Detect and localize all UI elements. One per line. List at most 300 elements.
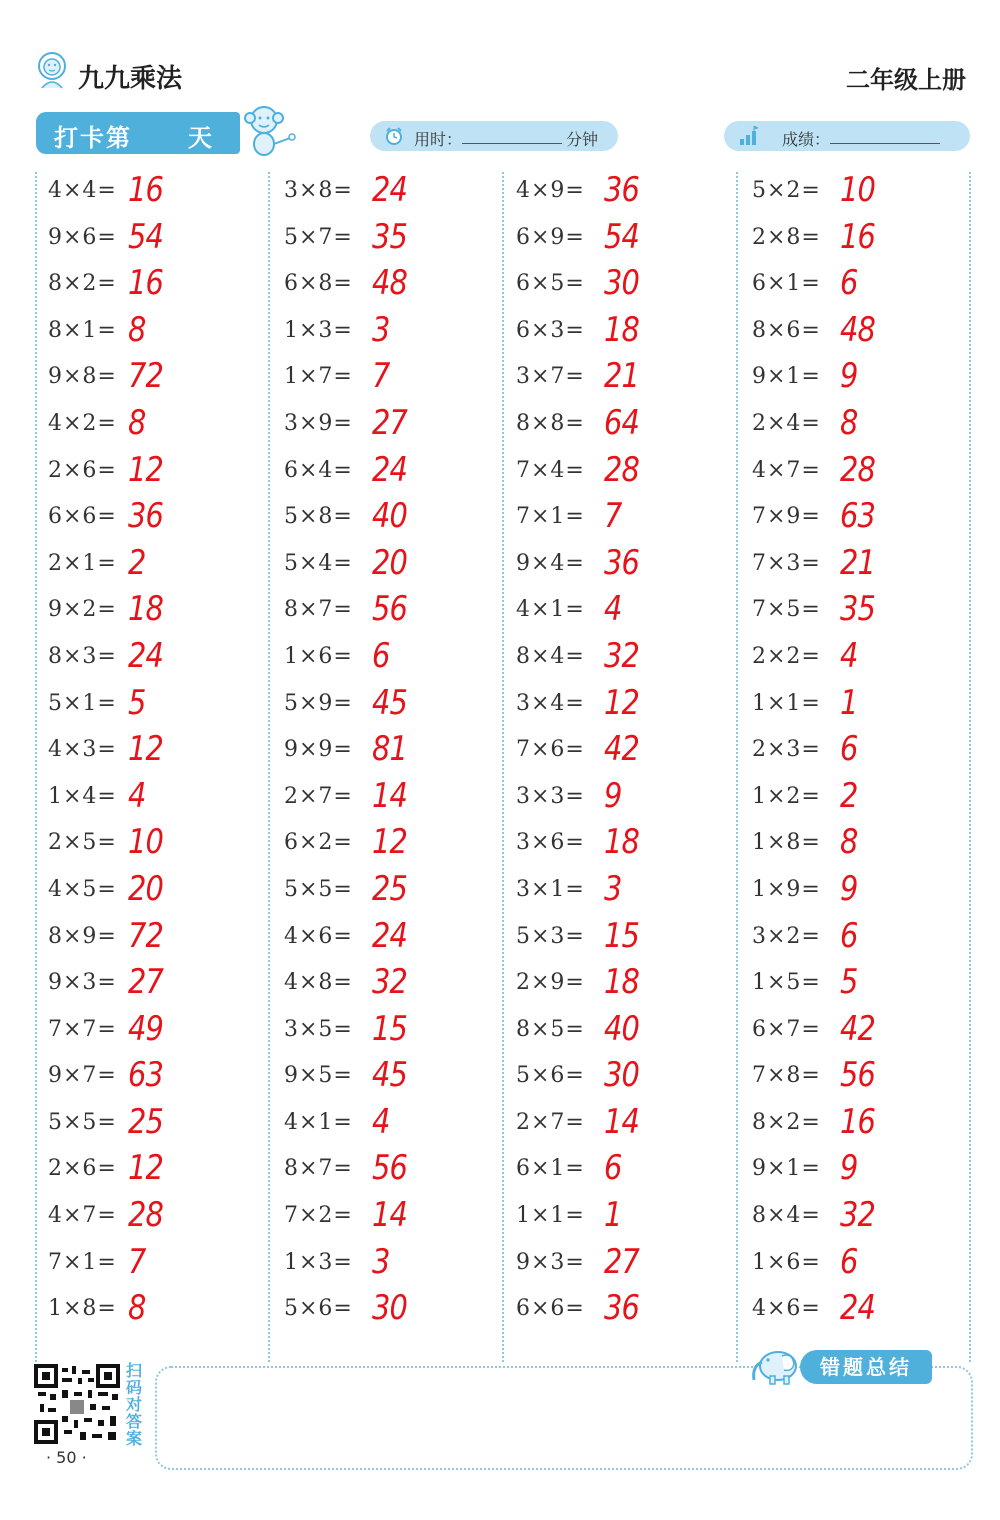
handwritten-answer[interactable]: 8 xyxy=(840,402,858,443)
problem-row xyxy=(284,729,504,776)
problem-row xyxy=(752,543,972,590)
problem-equation: 9×3= xyxy=(516,1249,585,1275)
problem-column-3 xyxy=(516,170,736,1335)
handwritten-answer[interactable]: 63 xyxy=(128,1055,164,1096)
problem-row xyxy=(752,1055,972,1102)
handwritten-answer[interactable]: 35 xyxy=(372,216,408,257)
problem-equation: 1×9= xyxy=(752,876,821,902)
handwritten-answer[interactable]: 72 xyxy=(128,356,164,397)
problem-row xyxy=(752,822,972,869)
handwritten-answer[interactable]: 3 xyxy=(372,1241,390,1282)
handwritten-answer[interactable]: 12 xyxy=(128,449,164,490)
problem-equation: 9×4= xyxy=(516,550,585,576)
problem-equation: 1×8= xyxy=(48,1296,117,1322)
handwritten-answer[interactable]: 27 xyxy=(604,1241,640,1282)
handwritten-answer[interactable]: 14 xyxy=(604,1101,640,1142)
problem-row xyxy=(284,263,504,310)
problem-equation: 6×1= xyxy=(752,271,821,297)
problem-row xyxy=(284,403,504,450)
page-number: · 50 · xyxy=(46,1448,87,1467)
handwritten-answer[interactable]: 5 xyxy=(128,682,146,723)
handwritten-answer[interactable]: 42 xyxy=(840,1008,876,1049)
problem-row xyxy=(48,1195,268,1242)
problem-equation: 5×5= xyxy=(48,1109,117,1135)
handwritten-answer[interactable]: 63 xyxy=(840,496,876,537)
problem-equation: 1×3= xyxy=(284,317,353,343)
handwritten-answer[interactable]: 15 xyxy=(604,915,640,956)
handwritten-answer[interactable]: 54 xyxy=(604,216,640,257)
handwritten-answer[interactable]: 45 xyxy=(372,1055,408,1096)
time-label: 用时： xyxy=(414,130,463,149)
problem-row xyxy=(516,869,736,916)
problem-row xyxy=(516,1195,736,1242)
handwritten-answer[interactable]: 10 xyxy=(840,170,876,210)
score-blank[interactable] xyxy=(830,143,940,144)
time-blank[interactable] xyxy=(462,143,562,144)
problem-equation: 5×7= xyxy=(284,224,353,250)
problem-row xyxy=(752,356,972,403)
problem-row xyxy=(516,403,736,450)
handwritten-answer[interactable]: 12 xyxy=(372,822,408,863)
problem-row xyxy=(48,869,268,916)
problem-equation: 5×5= xyxy=(284,876,353,902)
problem-equation: 9×5= xyxy=(284,1063,353,1089)
handwritten-answer[interactable]: 30 xyxy=(372,1288,408,1329)
problem-equation: 6×2= xyxy=(284,830,353,856)
mistakes-summary-label: 错题总结 xyxy=(800,1350,932,1384)
handwritten-answer[interactable]: 36 xyxy=(604,542,640,583)
problem-column-2 xyxy=(284,170,504,1335)
handwritten-answer[interactable]: 24 xyxy=(128,635,164,676)
handwritten-answer[interactable]: 4 xyxy=(604,589,622,630)
problem-row xyxy=(752,869,972,916)
problem-equation: 9×9= xyxy=(284,737,353,763)
problem-equation: 5×6= xyxy=(284,1296,353,1322)
problem-row xyxy=(284,310,504,357)
problem-row xyxy=(284,822,504,869)
alarm-clock-icon xyxy=(384,126,404,146)
handwritten-answer[interactable]: 1 xyxy=(840,682,858,723)
handwritten-answer[interactable]: 27 xyxy=(128,962,164,1003)
lion-logo-icon xyxy=(34,50,70,90)
problem-equation: 6×1= xyxy=(516,1156,585,1182)
handwritten-answer[interactable]: 28 xyxy=(604,449,640,490)
handwritten-answer[interactable]: 16 xyxy=(128,170,164,210)
column-divider xyxy=(268,172,270,1362)
problem-row xyxy=(516,496,736,543)
handwritten-answer[interactable]: 24 xyxy=(372,449,408,490)
handwritten-answer[interactable]: 49 xyxy=(128,1008,164,1049)
problem-column-4 xyxy=(752,170,972,1335)
problem-equation: 4×2= xyxy=(48,410,117,436)
problem-row xyxy=(48,916,268,963)
problem-row xyxy=(284,869,504,916)
problem-row xyxy=(516,962,736,1009)
problem-row xyxy=(516,450,736,497)
problem-equation: 8×4= xyxy=(752,1203,821,1229)
handwritten-answer[interactable]: 27 xyxy=(372,402,408,443)
handwritten-answer[interactable]: 42 xyxy=(604,729,640,770)
handwritten-answer[interactable]: 12 xyxy=(128,1148,164,1189)
problem-row xyxy=(752,1288,972,1335)
problem-row xyxy=(284,543,504,590)
handwritten-answer[interactable]: 3 xyxy=(372,309,390,350)
problem-row xyxy=(48,1055,268,1102)
handwritten-answer[interactable]: 6 xyxy=(840,729,858,770)
problem-equation: 4×1= xyxy=(284,1109,353,1135)
handwritten-answer[interactable]: 8 xyxy=(128,1288,146,1329)
problem-row xyxy=(516,170,736,217)
handwritten-answer[interactable]: 54 xyxy=(128,216,164,257)
problem-row xyxy=(516,683,736,730)
handwritten-answer[interactable]: 64 xyxy=(604,402,640,443)
problem-row xyxy=(752,170,972,217)
handwritten-answer[interactable]: 72 xyxy=(128,915,164,956)
problem-equation: 7×1= xyxy=(516,504,585,530)
problem-equation: 1×8= xyxy=(752,830,821,856)
problem-equation: 8×2= xyxy=(752,1109,821,1135)
problem-row xyxy=(48,776,268,823)
problem-equation: 5×8= xyxy=(284,504,353,530)
handwritten-answer[interactable]: 21 xyxy=(840,542,876,583)
handwritten-answer[interactable]: 3 xyxy=(604,868,622,909)
handwritten-answer[interactable]: 28 xyxy=(128,1195,164,1236)
handwritten-answer[interactable]: 24 xyxy=(372,915,408,956)
handwritten-answer[interactable]: 18 xyxy=(604,962,640,1003)
handwritten-answer[interactable]: 10 xyxy=(128,822,164,863)
handwritten-answer[interactable]: 35 xyxy=(840,589,876,630)
handwritten-answer[interactable]: 7 xyxy=(372,356,390,397)
problem-equation: 7×1= xyxy=(48,1249,117,1275)
problem-row xyxy=(284,217,504,264)
problem-equation: 8×5= xyxy=(516,1016,585,1042)
handwritten-answer[interactable]: 7 xyxy=(128,1241,146,1282)
problem-equation: 8×2= xyxy=(48,271,117,297)
column-divider xyxy=(736,172,738,1362)
problem-equation: 9×2= xyxy=(48,597,117,623)
problem-equation: 5×4= xyxy=(284,550,353,576)
problem-row xyxy=(48,310,268,357)
problem-row xyxy=(752,1195,972,1242)
problem-equation: 8×9= xyxy=(48,923,117,949)
problem-row xyxy=(284,450,504,497)
handwritten-answer[interactable]: 6 xyxy=(840,263,858,304)
problem-row xyxy=(752,589,972,636)
handwritten-answer[interactable]: 21 xyxy=(604,356,640,397)
problem-row xyxy=(752,1148,972,1195)
handwritten-answer[interactable]: 4 xyxy=(840,635,858,676)
handwritten-answer[interactable]: 8 xyxy=(128,309,146,350)
problem-equation: 5×2= xyxy=(752,178,821,203)
problem-equation: 9×1= xyxy=(752,364,821,390)
handwritten-answer[interactable]: 32 xyxy=(840,1195,876,1236)
problem-row xyxy=(284,170,504,217)
problem-equation: 8×6= xyxy=(752,317,821,343)
problem-row xyxy=(48,403,268,450)
problem-equation: 7×4= xyxy=(516,457,585,483)
problem-equation: 5×1= xyxy=(48,690,117,716)
handwritten-answer[interactable]: 36 xyxy=(604,170,640,210)
problem-equation: 7×3= xyxy=(752,550,821,576)
problem-row xyxy=(284,1102,504,1149)
handwritten-answer[interactable]: 16 xyxy=(840,216,876,257)
problem-equation: 1×2= xyxy=(752,783,821,809)
handwritten-answer[interactable]: 18 xyxy=(604,822,640,863)
handwritten-answer[interactable]: 48 xyxy=(840,309,876,350)
problem-row xyxy=(516,729,736,776)
problem-equation: 1×1= xyxy=(516,1203,585,1229)
elephant-mascot-icon xyxy=(748,1344,802,1386)
handwritten-answer[interactable]: 18 xyxy=(128,589,164,630)
problem-row xyxy=(284,1195,504,1242)
problem-row xyxy=(752,263,972,310)
handwritten-answer[interactable]: 1 xyxy=(604,1195,622,1236)
handwritten-answer[interactable]: 9 xyxy=(840,1148,858,1189)
handwritten-answer[interactable]: 5 xyxy=(840,962,858,1003)
grade-label: 二年级上册 xyxy=(846,66,966,94)
problem-row xyxy=(752,496,972,543)
problem-equation: 3×9= xyxy=(284,410,353,436)
problem-equation: 8×3= xyxy=(48,643,117,669)
handwritten-answer[interactable]: 30 xyxy=(604,1055,640,1096)
problem-equation: 3×8= xyxy=(284,178,353,203)
handwritten-answer[interactable]: 7 xyxy=(604,496,622,537)
problem-row xyxy=(516,543,736,590)
problem-row xyxy=(516,916,736,963)
handwritten-answer[interactable]: 12 xyxy=(604,682,640,723)
problem-equation: 4×9= xyxy=(516,178,585,203)
handwritten-answer[interactable]: 2 xyxy=(128,542,146,583)
problem-equation: 4×6= xyxy=(752,1296,821,1322)
problem-equation: 2×6= xyxy=(48,457,117,483)
problem-equation: 1×4= xyxy=(48,783,117,809)
problem-row xyxy=(516,1055,736,1102)
problem-equation: 9×3= xyxy=(48,970,117,996)
problem-row xyxy=(48,1009,268,1056)
handwritten-answer[interactable]: 30 xyxy=(604,263,640,304)
problem-row xyxy=(48,636,268,683)
problem-equation: 9×6= xyxy=(48,224,117,250)
handwritten-answer[interactable]: 56 xyxy=(372,1148,408,1189)
problem-equation: 3×3= xyxy=(516,783,585,809)
problem-row xyxy=(48,263,268,310)
problem-equation: 1×5= xyxy=(752,970,821,996)
problem-equation: 8×7= xyxy=(284,597,353,623)
score-label: 成绩： xyxy=(782,130,831,149)
problem-equation: 4×7= xyxy=(752,457,821,483)
handwritten-answer[interactable]: 32 xyxy=(604,635,640,676)
handwritten-answer[interactable]: 24 xyxy=(372,170,408,210)
problem-equation: 4×4= xyxy=(48,178,117,203)
handwritten-answer[interactable]: 9 xyxy=(840,868,858,909)
handwritten-answer[interactable]: 8 xyxy=(128,402,146,443)
problem-row xyxy=(516,217,736,264)
problem-equation: 1×1= xyxy=(752,690,821,716)
problem-equation: 1×3= xyxy=(284,1249,353,1275)
problem-equation: 3×5= xyxy=(284,1016,353,1042)
problem-equation: 7×2= xyxy=(284,1203,353,1229)
problem-equation: 6×6= xyxy=(48,504,117,530)
handwritten-answer[interactable]: 20 xyxy=(128,868,164,909)
problem-row xyxy=(516,1242,736,1289)
problem-row xyxy=(516,636,736,683)
handwritten-answer[interactable]: 56 xyxy=(840,1055,876,1096)
handwritten-answer[interactable]: 9 xyxy=(604,775,622,816)
handwritten-answer[interactable]: 14 xyxy=(372,1195,408,1236)
handwritten-answer[interactable]: 6 xyxy=(372,635,390,676)
problem-equation: 1×7= xyxy=(284,364,353,390)
problem-row xyxy=(752,636,972,683)
problem-equation: 7×5= xyxy=(752,597,821,623)
problem-equation: 6×5= xyxy=(516,271,585,297)
problem-equation: 3×1= xyxy=(516,876,585,902)
problem-equation: 5×3= xyxy=(516,923,585,949)
problem-equation: 2×7= xyxy=(516,1109,585,1135)
problem-row xyxy=(284,962,504,1009)
problem-row xyxy=(48,1148,268,1195)
handwritten-answer[interactable]: 40 xyxy=(372,496,408,537)
problem-row xyxy=(752,403,972,450)
problem-equation: 9×8= xyxy=(48,364,117,390)
handwritten-answer[interactable]: 25 xyxy=(128,1101,164,1142)
problem-row xyxy=(284,496,504,543)
problem-row xyxy=(752,683,972,730)
handwritten-answer[interactable]: 28 xyxy=(840,449,876,490)
problem-equation: 6×4= xyxy=(284,457,353,483)
problem-row xyxy=(284,916,504,963)
problem-equation: 2×6= xyxy=(48,1156,117,1182)
problem-equation: 4×3= xyxy=(48,737,117,763)
checkin-suffix: 天 xyxy=(188,124,212,152)
problem-row xyxy=(752,962,972,1009)
score-field[interactable] xyxy=(724,121,970,151)
problem-equation: 7×7= xyxy=(48,1016,117,1042)
handwritten-answer[interactable]: 16 xyxy=(128,263,164,304)
qr-code-icon[interactable] xyxy=(34,1364,120,1444)
problem-equation: 1×6= xyxy=(752,1249,821,1275)
problem-equation: 2×2= xyxy=(752,643,821,669)
problem-row xyxy=(752,1102,972,1149)
problem-row xyxy=(284,356,504,403)
problem-row xyxy=(752,450,972,497)
problem-row xyxy=(48,1242,268,1289)
handwritten-answer[interactable]: 36 xyxy=(604,1288,640,1329)
problem-row xyxy=(48,822,268,869)
problem-equation: 6×6= xyxy=(516,1296,585,1322)
problem-equation: 8×1= xyxy=(48,317,117,343)
handwritten-answer[interactable]: 4 xyxy=(372,1101,390,1142)
problem-row xyxy=(284,1055,504,1102)
handwritten-answer[interactable]: 20 xyxy=(372,542,408,583)
handwritten-answer[interactable]: 36 xyxy=(128,496,164,537)
problem-row xyxy=(752,310,972,357)
problem-equation: 6×3= xyxy=(516,317,585,343)
problem-equation: 5×9= xyxy=(284,690,353,716)
problem-row xyxy=(752,729,972,776)
problem-row xyxy=(516,263,736,310)
problem-equation: 1×6= xyxy=(284,643,353,669)
checkin-banner xyxy=(36,112,240,154)
problem-row xyxy=(284,1242,504,1289)
handwritten-answer[interactable]: 25 xyxy=(372,868,408,909)
problem-row xyxy=(48,1102,268,1149)
handwritten-answer[interactable]: 6 xyxy=(840,915,858,956)
problem-row xyxy=(516,1009,736,1056)
problem-column-1 xyxy=(48,170,268,1335)
problem-row xyxy=(48,1288,268,1335)
problem-equation: 2×9= xyxy=(516,970,585,996)
handwritten-answer[interactable]: 45 xyxy=(372,682,408,723)
problem-equation: 4×8= xyxy=(284,970,353,996)
problem-row xyxy=(516,356,736,403)
problem-row xyxy=(284,683,504,730)
problem-row xyxy=(516,1102,736,1149)
bar-chart-flag-icon xyxy=(738,126,758,146)
handwritten-answer[interactable]: 8 xyxy=(840,822,858,863)
problem-equation: 2×5= xyxy=(48,830,117,856)
problem-row xyxy=(48,450,268,497)
handwritten-answer[interactable]: 18 xyxy=(604,309,640,350)
handwritten-answer[interactable]: 81 xyxy=(372,729,408,770)
handwritten-answer[interactable]: 6 xyxy=(840,1241,858,1282)
problem-row xyxy=(516,776,736,823)
problem-row xyxy=(752,776,972,823)
time-field[interactable] xyxy=(370,121,618,151)
problem-equation: 2×1= xyxy=(48,550,117,576)
book-title: 九九乘法 xyxy=(78,64,183,94)
problem-row xyxy=(752,1009,972,1056)
problem-row xyxy=(48,356,268,403)
problem-row xyxy=(516,310,736,357)
problem-equation: 4×5= xyxy=(48,876,117,902)
problem-equation: 9×7= xyxy=(48,1063,117,1089)
problem-equation: 3×6= xyxy=(516,830,585,856)
problem-row xyxy=(48,683,268,730)
handwritten-answer[interactable]: 14 xyxy=(372,775,408,816)
handwritten-answer[interactable]: 15 xyxy=(372,1008,408,1049)
problem-equation: 8×4= xyxy=(516,643,585,669)
problem-row xyxy=(48,589,268,636)
problem-row xyxy=(516,822,736,869)
handwritten-answer[interactable]: 4 xyxy=(128,775,146,816)
problem-equation: 2×7= xyxy=(284,783,353,809)
problem-row xyxy=(752,916,972,963)
handwritten-answer[interactable]: 6 xyxy=(604,1148,622,1189)
problem-equation: 2×4= xyxy=(752,410,821,436)
problem-equation: 4×7= xyxy=(48,1203,117,1229)
handwritten-answer[interactable]: 32 xyxy=(372,962,408,1003)
problem-row xyxy=(284,776,504,823)
handwritten-answer[interactable]: 40 xyxy=(604,1008,640,1049)
problem-equation: 6×7= xyxy=(752,1016,821,1042)
problem-equation: 6×8= xyxy=(284,271,353,297)
problem-equation: 8×8= xyxy=(516,410,585,436)
problem-row xyxy=(516,589,736,636)
handwritten-answer[interactable]: 12 xyxy=(128,729,164,770)
problem-row xyxy=(516,1288,736,1335)
handwritten-answer[interactable]: 56 xyxy=(372,589,408,630)
qr-caption: 扫码对答案 xyxy=(125,1361,142,1448)
handwritten-answer[interactable]: 2 xyxy=(840,775,858,816)
handwritten-answer[interactable]: 24 xyxy=(840,1288,876,1329)
problem-equation: 6×9= xyxy=(516,224,585,250)
handwritten-answer[interactable]: 16 xyxy=(840,1101,876,1142)
problem-row xyxy=(48,170,268,217)
problem-equation: 4×6= xyxy=(284,923,353,949)
handwritten-answer[interactable]: 9 xyxy=(840,356,858,397)
problem-row xyxy=(752,217,972,264)
handwritten-answer[interactable]: 48 xyxy=(372,263,408,304)
